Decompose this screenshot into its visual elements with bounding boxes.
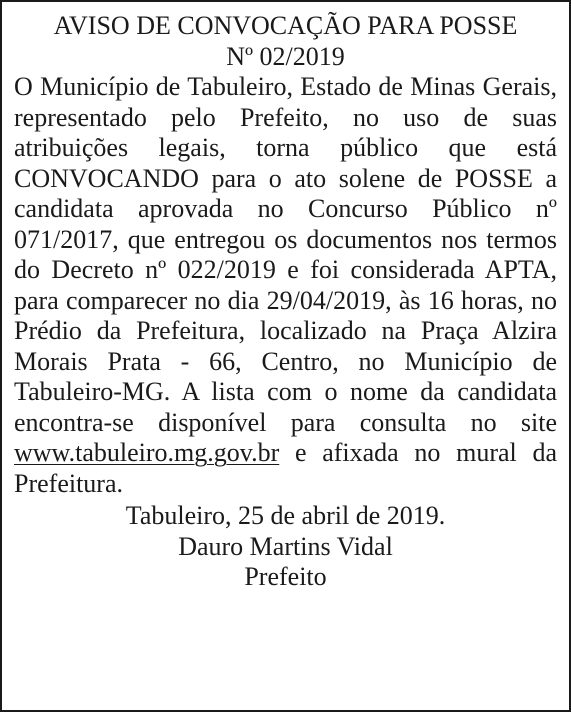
notice-body-closing: e afixada no mural da Prefeitura. (14, 438, 557, 498)
notice-body-text: O Município de Tabuleiro, Estado de Minas Gerais, representado pelo Prefeito, no uso de suas atribuições legais, torna público que está CONVOCANDO para o ato solene de POSSE a candidata aprovada no Concurso Público nº 071/2017, que entregou os documentos nos termos do Decreto nº 022/2019 e foi considerada APTA, para comparecer no dia 29/04/2019, às 16 horas, no Prédio da Prefeitura, localizado na Praça Alzira Morais Prata - 66, Centro, no Município de Tabuleiro-MG. A lista com o nome da candidata encontra-se disponível para consulta no site (14, 72, 557, 437)
notice-body (14, 72, 557, 499)
municipality-website-link[interactable]: www.tabuleiro.mg.gov.br (14, 438, 280, 467)
signer-role: Prefeito (244, 562, 327, 591)
place-date: Tabuleiro, 25 de abril de 2019. (125, 501, 446, 530)
notice-number: Nº 02/2019 (226, 41, 345, 71)
notice-title: AVISO DE CONVOCAÇÃO PARA POSSE (53, 11, 518, 40)
signer-name: Dauro Martins Vidal (178, 531, 393, 561)
signature-block (14, 501, 557, 593)
